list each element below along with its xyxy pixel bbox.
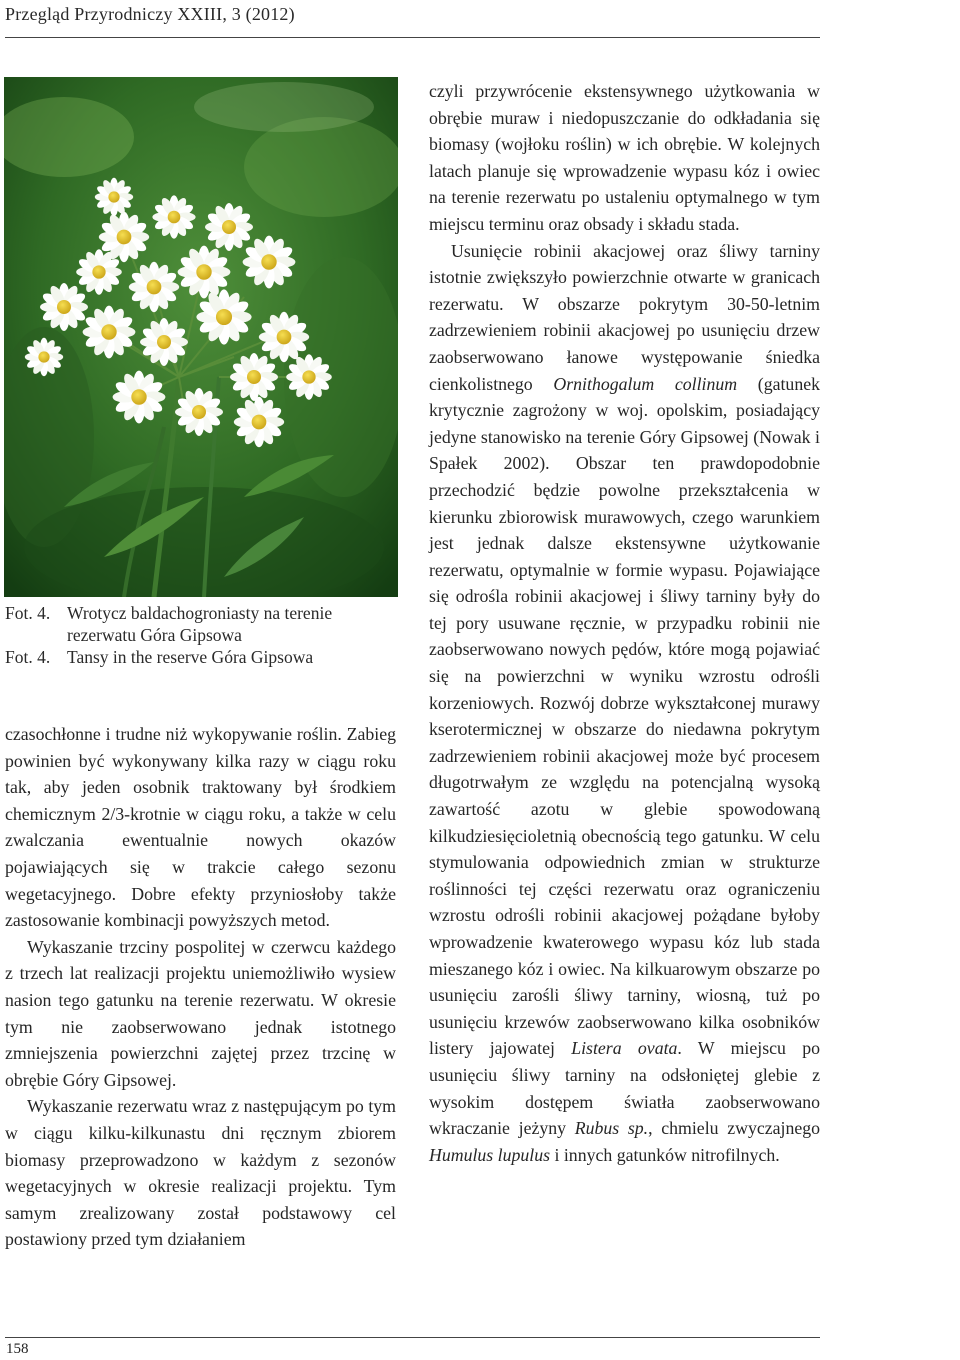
paragraph	[429, 238, 820, 1169]
left-text-column	[5, 721, 396, 1253]
tansy-photo	[4, 77, 398, 597]
text-run: i innych gatunków nitrofilnych.	[550, 1144, 780, 1165]
running-header: Przegląd Przyrodniczy XXIII, 3 (2012)	[5, 4, 295, 24]
species-name: Ornithogalum collinum	[553, 373, 738, 394]
caption-text: Wrotycz baldachogroniasty na terenie rezerwatu Góra Gipsowa	[67, 603, 333, 645]
right-text-column	[429, 78, 820, 1168]
page-number: 158	[6, 1341, 29, 1357]
species-name: Humulus lupulus	[429, 1144, 551, 1165]
text-run: (gatunek krytycznie zagrożony w woj. opolskim, posiadający jedyne stanowisko na terenie Góry Gipsowej (Nowak i Spałek 2002). Obszar ten prawdopodobnie przechodzić będzie powolne przekształcenia w kierunku zbiorowisk murawowych, czego warunkiem jest jednak dalsze ekstensywne użytkowanie rezerwatu, optymalnie w formie wypasu. Pojawiające się odrośla robinii akacjowej i śliwy tarniny były do tej pory usuwane ręcznie, w przypadku robinii nie zaobserwowano nowych pędów, które mogą pojawiać się na powierzchni w wyniku wzrostu odrośli korzeniowych. Rozwój dobrze wykształconej murawy kserotermicznej w obszarze do niedawna pokrytym zadrzewieniem robinii akacjowej może być procesem długotrwałym ze względu na potencjalną wysoką zawartość azotu w glebie spowodowaną kilkudziesięcioletnią obecnością tego gatunku. W celu stymulowania odpowiednich zmian w strukturze roślinności tej części rezerwatu oraz ograniczeniu wzrostu odrośli robinii akacjowej pożądane byłoby wprowadzenie kwaterowego wypasu kóz lub stada mieszanego kóz i owiec. Na kilkuarowym obszarze po usunięciu zarośli śliwy tarniny, wiosną, tuż po usunięciu krzewów zaobserwowano kilka osobników listery jajowatej	[429, 373, 820, 1059]
paragraph: Wykaszanie rezerwatu wraz z następującym po tym w ciągu kilku-kilkunastu dni ręcznym zbiorem biomasy przeprowadzono w każdym z sezonów wegetacyjnych w okresie realizacji projektu. Tym samym zrealizowany został podstawowy cel postawiony przed tym działaniem	[5, 1096, 396, 1250]
figure-caption	[5, 602, 400, 668]
species-name: Listera ovata	[571, 1038, 678, 1059]
caption-number: Fot. 4.	[5, 647, 51, 667]
caption-text: Tansy in the reserve Góra Gipsowa	[67, 647, 314, 667]
caption-polish	[5, 602, 400, 646]
header-rule	[5, 37, 820, 38]
paragraph: czasochłonne i trudne niż wykopywanie roślin. Zabieg powinien być wykonywany kilka razy w ciągu roku tak, aby jeden osobnik traktowany był środkiem chemicznym 2/3-krotnie w ciągu roku, a także w celu zwalczania ewentualnie nowych okazów pojawiających się w trakcie całego sezonu wegetacyjnego. Dobre efekty przyniosłoby także zastosowanie kombinacji powyższych metod.	[5, 724, 396, 931]
text-run: . W miejscu po usunięciu śliwy tarniny na odsłoniętej glebie z wysokim dostępem światła zaobserwowano wkraczanie jeżyny	[429, 1038, 820, 1139]
text-run: , chmielu zwyczajnego	[648, 1118, 821, 1139]
caption-number: Fot. 4.	[5, 603, 51, 623]
paragraph: Wykaszanie trzciny pospolitej w czerwcu każdego z trzech lat realizacji projektu uniemożliwiło wysiew nasion tego gatunku na terenie rezerwatu. W okresie tym nie zaobserwowano jednak istotnego zmniejszenia powierzchni zajętej przez trzcinę w obrębie Góry Gipsowej.	[5, 936, 396, 1090]
caption-english	[5, 646, 400, 668]
species-name: Rubus sp.	[574, 1118, 649, 1139]
paragraph: czyli przywrócenie ekstensywnego użytkowania w obrębie muraw i niedopuszczanie do odkładania się biomasy (wojłoku roślin) w ich obrębie. W kolejnych latach planuje się wprowadzenie wypasu kóz i owiec na terenie rezerwatu po ustaleniu optymalnego w tym miejscu terminu oraz obsady i składu stada.	[429, 81, 820, 234]
footer-rule	[5, 1337, 820, 1338]
text-run: Usunięcie robinii akacjowej oraz śliwy tarniny istotnie zwiększyło powierzchnie otwarte w granicach rezerwatu. W obszarze pokrytym 30-50-letnim zadrzewieniem robinii akacjowej po usunięciu drzew zaobserwowano łanowe występowanie śniedka cienkolistnego	[429, 240, 820, 394]
